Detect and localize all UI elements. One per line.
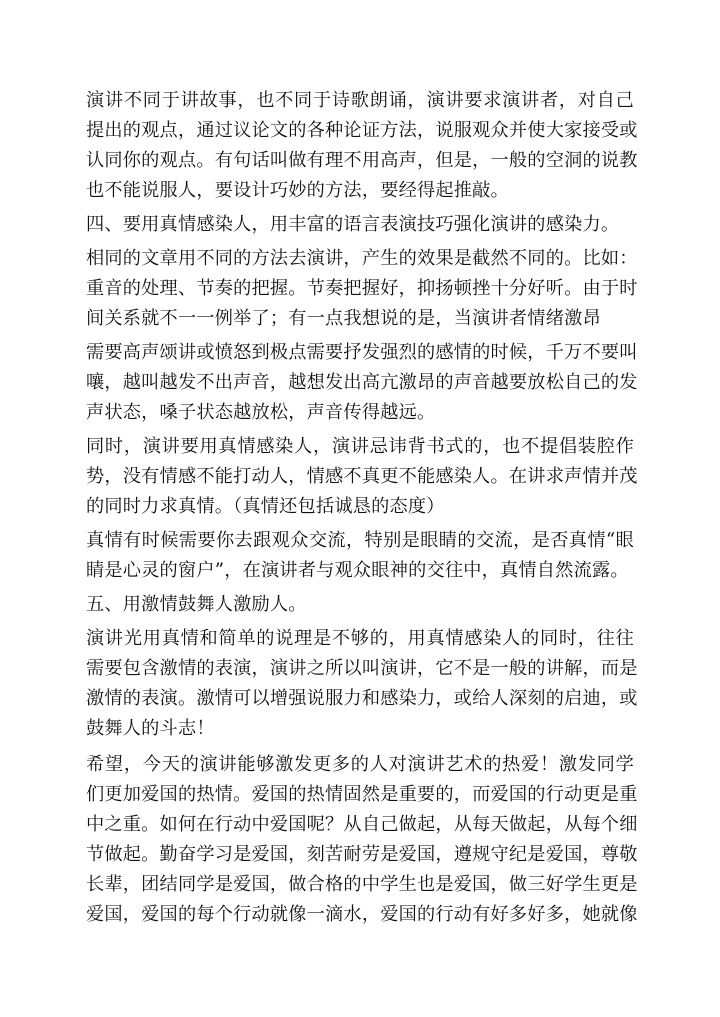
paragraph-9-line-4: 节做起。勤奋学习是爱国，刻苦耐劳是爱国，遵规守纪是爱国，尊敬 — [86, 844, 638, 865]
paragraph-9-line-6: 爱国，爱国的每个行动就像一滴水，爱国的行动有好多好多，她就像 — [86, 904, 638, 925]
paragraph-9-line-3: 中之重。如何在行动中爱国呢？从自己做起，从每天做起，从每个细 — [86, 814, 638, 835]
paragraph-8-line-1: 演讲光用真情和简单的说理是不够的，用真情感染人的同时，往往 — [86, 628, 634, 649]
paragraph-9-line-2: 们更加爱国的热情。爱国的热情固然是重要的，而爱国的行动更是重 — [86, 784, 638, 805]
paragraph-3-line-2: 重音的处理、节奏的把握。节奏把握好，抑扬顿挫十分好听。由于时 — [86, 278, 638, 299]
paragraph-3-line-1: 相同的文章用不同的方法去演讲，产生的效果是截然不同的。比如： — [86, 248, 638, 269]
paragraph-6-line-2: 睛是心灵的窗户”，在演讲者与观众眼神的交往中，真情自然流露。 — [86, 560, 629, 581]
paragraph-1-line-2: 提出的观点，通过议论文的各种论证方法，说服观众并使大家接受或 — [86, 120, 638, 141]
paragraph-4-line-1: 需要高声颂讲或愤怒到极点需要抒发强烈的感情的时候，千万不要叫 — [86, 342, 638, 363]
paragraph-3-line-3: 间关系就不一一例举了；有一点我想说的是，当演讲者情绪激昂 — [86, 308, 601, 329]
paragraph-9-line-1: 希望，今天的演讲能够激发更多的人对演讲艺术的热爱！激发同学 — [86, 754, 634, 775]
paragraph-4-line-3: 声状态，嗓子状态越放松，声音传得越远。 — [86, 402, 436, 423]
paragraph-4-line-2: 嚷，越叫越发不出声音，越想发出高亢激昂的声音越要放松自己的发 — [86, 372, 638, 393]
paragraph-1-line-4: 也不能说服人，要设计巧妙的方法，要经得起推敲。 — [86, 180, 509, 201]
document-page — [86, 86, 638, 946]
paragraph-1-line-3: 认同你的观点。有句话叫做有理不用高声，但是，一般的空洞的说教 — [86, 150, 638, 171]
paragraph-8-line-2: 需要包含激情的表演，演讲之所以叫演讲，它不是一般的讲解，而是 — [86, 658, 638, 679]
paragraph-9-line-5: 长辈，团结同学是爱国，做合格的中学生也是爱国，做三好学生更是 — [86, 874, 638, 895]
paragraph-6-line-1: 真情有时候需要你去跟观众交流，特别是眼睛的交流，是否真情“眼 — [86, 530, 634, 551]
paragraph-8-line-3: 激情的表演。激情可以增强说服力和感染力，或给人深刻的启迪，或 — [86, 688, 638, 709]
paragraph-5-line-2: 势，没有情感不能打动人，情感不真更不能感染人。在讲求声情并茂 — [86, 466, 638, 487]
section-heading-four: 四、要用真情感染人，用丰富的语言表演技巧强化演讲的感染力。 — [86, 214, 620, 235]
section-heading-five: 五、用激情鼓舞人激励人。 — [86, 594, 307, 615]
paragraph-5-line-1: 同时，演讲要用真情感染人，演讲忌讳背书式的，也不提倡装腔作 — [86, 436, 634, 457]
paragraph-8-line-4: 鼓舞人的斗志！ — [86, 718, 215, 739]
paragraph-1-line-1: 演讲不同于讲故事，也不同于诗歌朗诵，演讲要求演讲者，对自己 — [86, 90, 634, 111]
paragraph-5-line-3: 的同时力求真情。（真情还包括诚恳的态度） — [86, 496, 445, 517]
